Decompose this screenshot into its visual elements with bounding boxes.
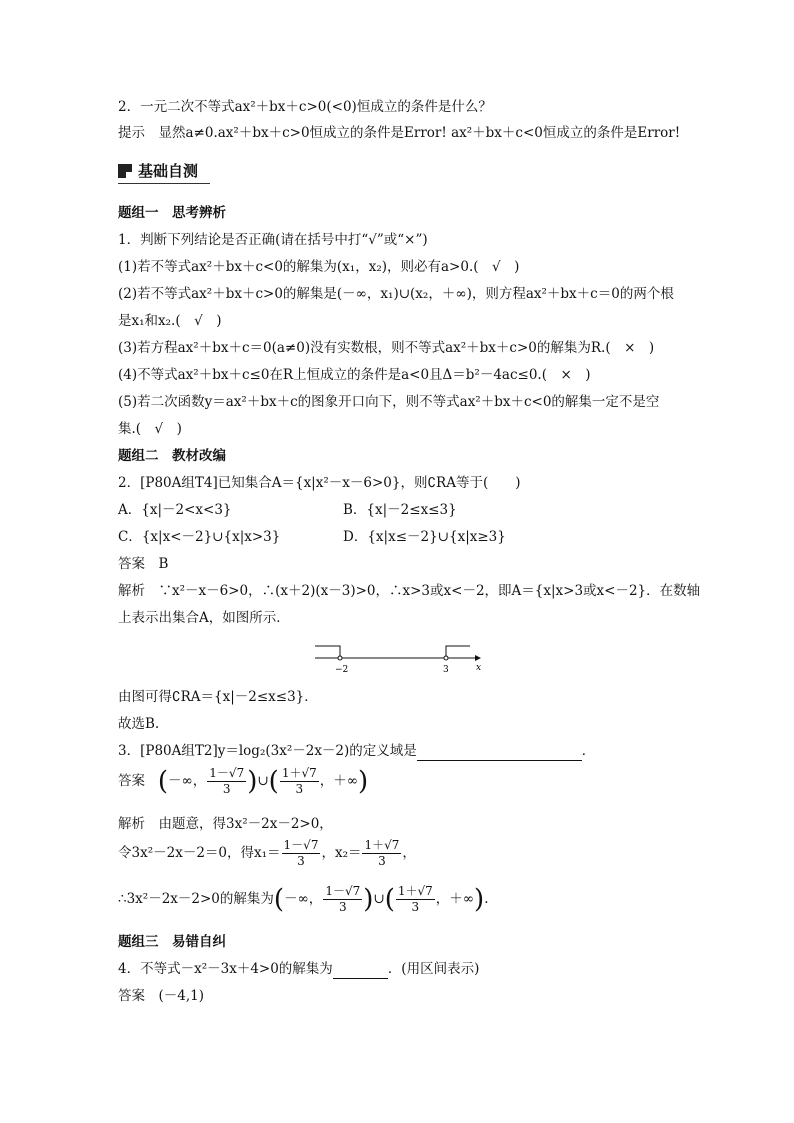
fraction-3-denominator: 3 — [338, 900, 347, 914]
number-line-right-label: 3 — [443, 665, 449, 675]
option-b: B．{x|－2≤x≤3} — [343, 502, 457, 518]
solution-c-end: . — [484, 891, 489, 907]
right-ray — [446, 646, 470, 658]
question-1-item-5b: 集.( √ ) — [118, 421, 182, 437]
fraction-2 — [280, 766, 319, 797]
number-line-figure — [310, 638, 490, 678]
question-2-intro: 2．一元二次不等式ax²＋bx＋c>0(<0)恒成立的条件是什么？ — [118, 99, 492, 115]
question-3-solution-c — [118, 884, 488, 915]
question-1-item-3: (3)若方程ax²＋bx＋c＝0(a≠0)没有实数根，则不等式ax²＋bx＋c>0的解集为R.( × ) — [118, 340, 655, 356]
number-line-left-label: −2 — [335, 665, 349, 675]
question-4-stem — [118, 960, 479, 979]
number-line-axis-label: x — [476, 663, 482, 673]
fraction-x1-numerator: 1－√7 — [283, 838, 319, 852]
question-2-solution-d: 故选B. — [118, 716, 160, 732]
question-3-answer-label: 答案 — [118, 773, 145, 789]
question-2-stem: 2．[P80A组T4]已知集合A＝{x|x²－x－6>0}，则∁RA等于( ) — [118, 475, 521, 491]
question-1-item-1: (1)若不等式ax²＋bx＋c<0的解集为(x₁，x₂)，则必有a>0.( √ ) — [118, 259, 520, 275]
question-2-solution-a: 解析 ∵x²－x－6>0，∴(x＋2)(x－3)>0，∴x>3或x<－2，即A＝{x|x>3或x<－2}．在数轴 — [118, 583, 701, 599]
fraction-1-numerator: 1－√7 — [209, 766, 245, 780]
question-2-answer: 答案 B — [118, 556, 169, 572]
fraction-x2-numerator: 1＋√7 — [364, 838, 400, 852]
fraction-x1-denominator: 3 — [297, 854, 305, 868]
fraction-x2 — [362, 838, 401, 869]
number-line-svg — [310, 638, 490, 678]
right-paren: ) — [247, 766, 258, 797]
fraction-1 — [207, 766, 246, 797]
question-1-item-5a: (5)若二次函数y＝ax²＋bx＋c的图象开口向下，则不等式ax²＋bx＋c<0的解集一定不是空 — [118, 394, 660, 410]
solution-b-end: ， — [402, 845, 416, 861]
left-ray — [315, 646, 340, 658]
question-1-item-4: (4)不等式ax²＋bx＋c≤0在R上恒成立的条件是a<0且Δ＝b²－4ac≤0.( × ) — [118, 367, 591, 383]
question-3-stem — [118, 742, 595, 761]
answer-left-part: －∞， — [168, 773, 207, 789]
axis-arrow-icon — [475, 655, 481, 661]
fraction-x2-denominator: 3 — [378, 854, 386, 868]
group-3-title: 题组三 易错自纠 — [118, 934, 226, 950]
fraction-1-denominator: 3 — [222, 782, 231, 796]
open-point-left — [338, 656, 342, 660]
fraction-4 — [396, 884, 435, 915]
question-3-stem-end: ． — [581, 743, 596, 759]
fraction-4-numerator: 1＋√7 — [397, 884, 433, 898]
answer-left-part: －∞， — [284, 891, 323, 907]
question-1-stem: 1．判断下列结论是否正确(请在括号中打“√”或“×”) — [118, 232, 428, 248]
group-1-title: 题组一 思考辨析 — [118, 205, 226, 221]
answer-blank-3 — [417, 742, 582, 761]
fraction-2-denominator: 3 — [295, 782, 304, 796]
left-paren: ( — [384, 884, 395, 915]
hint-line: 提示 显然a≠0.ax²＋bx＋c>0恒成立的条件是Error! ax²＋bx＋c<0恒成立的条件是Error! — [118, 125, 681, 141]
union-symbol: ∪ — [257, 773, 269, 789]
question-3-stem-text: 3．[P80A组T2]y＝log₂(3x²－2x－2)的定义域是 — [118, 743, 417, 759]
section-square-icon — [118, 164, 132, 178]
fraction-3-numerator: 1－√7 — [325, 884, 361, 898]
fraction-x1 — [282, 838, 321, 869]
fraction-3 — [323, 884, 362, 915]
question-1-item-2a: (2)若不等式ax²＋bx＋c>0的解集是(－∞，x₁)∪(x₂，＋∞)，则方程ax²＋bx＋c＝0的两个根 — [118, 286, 674, 302]
union-symbol: ∪ — [373, 891, 385, 907]
right-paren: ) — [474, 884, 485, 915]
section-underline — [118, 183, 210, 184]
fraction-4-denominator: 3 — [411, 900, 420, 914]
solution-c-prefix: ∴3x²－2x－2>0的解集为 — [118, 891, 274, 907]
right-paren: ) — [358, 766, 369, 797]
option-c: C．{x|x<－2}∪{x|x>3} — [118, 529, 281, 545]
left-paren: ( — [268, 766, 279, 797]
fraction-2-numerator: 1＋√7 — [281, 766, 317, 780]
question-2-solution-c: 由图可得∁RA＝{x|－2≤x≤3}． — [118, 689, 318, 705]
option-d: D．{x|x≤－2}∪{x|x≥3} — [343, 529, 506, 545]
answer-blank-4 — [333, 960, 388, 979]
answer-right-part: ，＋∞ — [435, 891, 475, 907]
option-a: A．{x|－2<x<3} — [118, 502, 232, 518]
question-3-solution-a: 解析 由题意，得3x²－2x－2>0， — [118, 816, 333, 832]
question-4-stem-text: 4．不等式－x²－3x＋4>0的解集为 — [118, 961, 333, 977]
section-header — [118, 160, 210, 184]
solution-b-prefix: 令3x²－2x－2＝0，得x₁＝ — [118, 845, 281, 861]
left-paren: ( — [157, 766, 169, 797]
section-title: 基础自测 — [138, 162, 199, 180]
question-4-stem-end: ．(用区间表示) — [387, 961, 480, 977]
question-4-answer: 答案 (－4,1) — [118, 988, 205, 1004]
left-paren: ( — [273, 884, 285, 915]
answer-right-part: ，＋∞ — [319, 773, 358, 789]
question-2-solution-b: 上表示出集合A，如图所示． — [118, 610, 290, 626]
question-3-answer — [118, 766, 368, 797]
group-2-title: 题组二 教材改编 — [118, 448, 226, 464]
right-paren: ) — [363, 884, 374, 915]
solution-b-middle: ，x₂＝ — [321, 845, 362, 861]
open-point-right — [444, 656, 448, 660]
question-3-solution-b — [118, 838, 416, 869]
question-1-item-2b: 是x₁和x₂.( √ ) — [118, 313, 222, 329]
